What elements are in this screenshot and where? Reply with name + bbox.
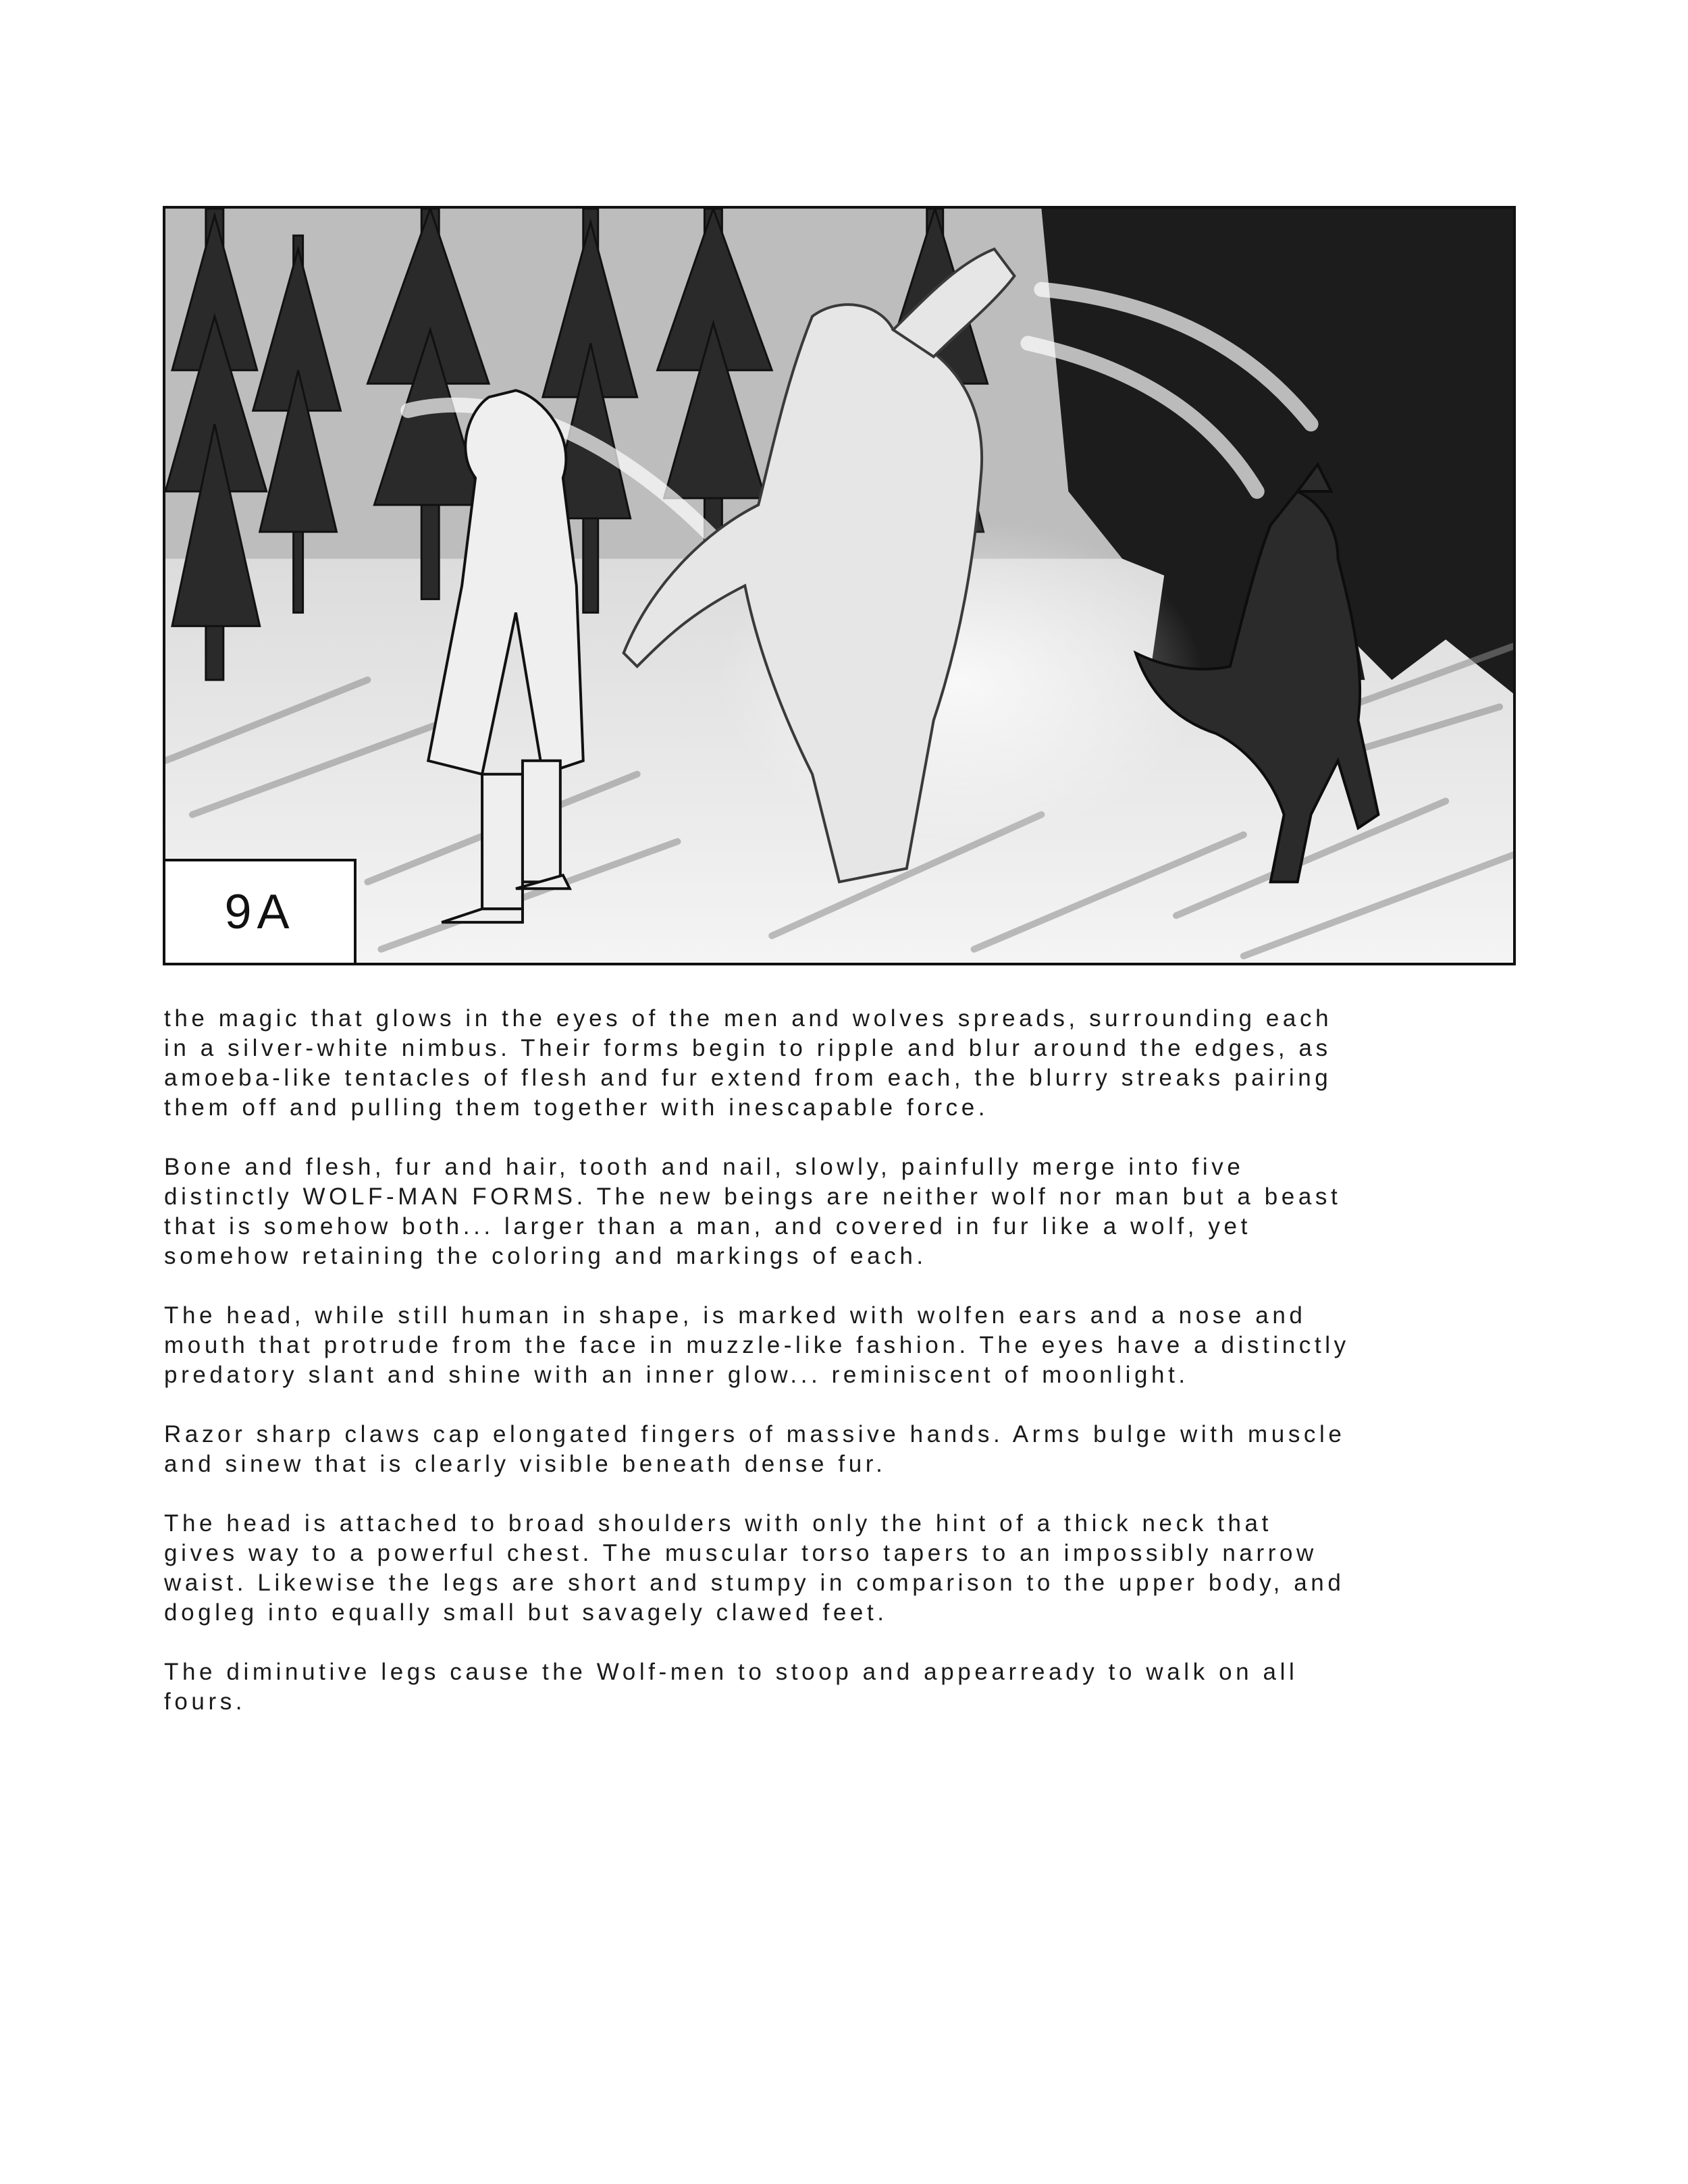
text-line: distinctly WOLF-MAN FORMS. The new beings are neither wolf nor man but a beast: [164, 1183, 1342, 1210]
text-line: predatory slant and shine with an inner glow... reminiscent of moonlight.: [164, 1362, 1189, 1388]
text-line: Bone and flesh, fur and hair, tooth and nail, slowly, painfully merge into five: [164, 1154, 1244, 1180]
text-line: amoeba-like tentacles of flesh and fur extend from each, the blurry streaks pairing: [164, 1065, 1332, 1091]
forest-transformation-illustration: [165, 209, 1513, 963]
text-line: The diminutive legs cause the Wolf-men to stoop and appearready to walk on all: [164, 1659, 1298, 1685]
paragraph-nimbus: [164, 1004, 1521, 1123]
paragraph-stoop: [164, 1657, 1521, 1717]
text-line: and sinew that is clearly visible beneath dense fur.: [164, 1451, 887, 1477]
text-line: dogleg into equally small but savagely clawed feet.: [164, 1599, 888, 1626]
text-line: the magic that glows in the eyes of the men and wolves spreads, surrounding each: [164, 1005, 1333, 1032]
text-line: in a silver-white nimbus. Their forms begin to ripple and blur around the edges, as: [164, 1035, 1331, 1061]
text-line: gives way to a powerful chest. The muscular torso tapers to an impossibly narrow: [164, 1540, 1317, 1566]
text-line: The head is attached to broad shoulders with only the hint of a thick neck that: [164, 1510, 1272, 1537]
text-line: somehow retaining the coloring and markings of each.: [164, 1243, 927, 1269]
panel-number-label: [163, 859, 357, 965]
text-line: them off and pulling them together with inescapable force.: [164, 1094, 989, 1121]
storyboard-panel: [163, 206, 1516, 965]
text-line: fours.: [164, 1688, 246, 1715]
paragraph-merge: [164, 1152, 1521, 1271]
text-line: mouth that protrude from the face in muzzle-like fashion. The eyes have a distinctly: [164, 1332, 1350, 1358]
paragraph-body: [164, 1509, 1521, 1628]
text-line: that is somehow both... larger than a man, and covered in fur like a wolf, yet: [164, 1213, 1251, 1240]
paragraph-claws: [164, 1420, 1521, 1479]
paragraph-head: [164, 1301, 1521, 1390]
text-line: Razor sharp claws cap elongated fingers of massive hands. Arms bulge with muscle: [164, 1421, 1346, 1447]
panel-number: 9A: [224, 885, 295, 939]
text-line: The head, while still human in shape, is marked with wolfen ears and a nose and: [164, 1302, 1307, 1329]
text-line: waist. Likewise the legs are short and stumpy in comparison to the upper body, and: [164, 1570, 1345, 1596]
action-description: [164, 1004, 1521, 1747]
